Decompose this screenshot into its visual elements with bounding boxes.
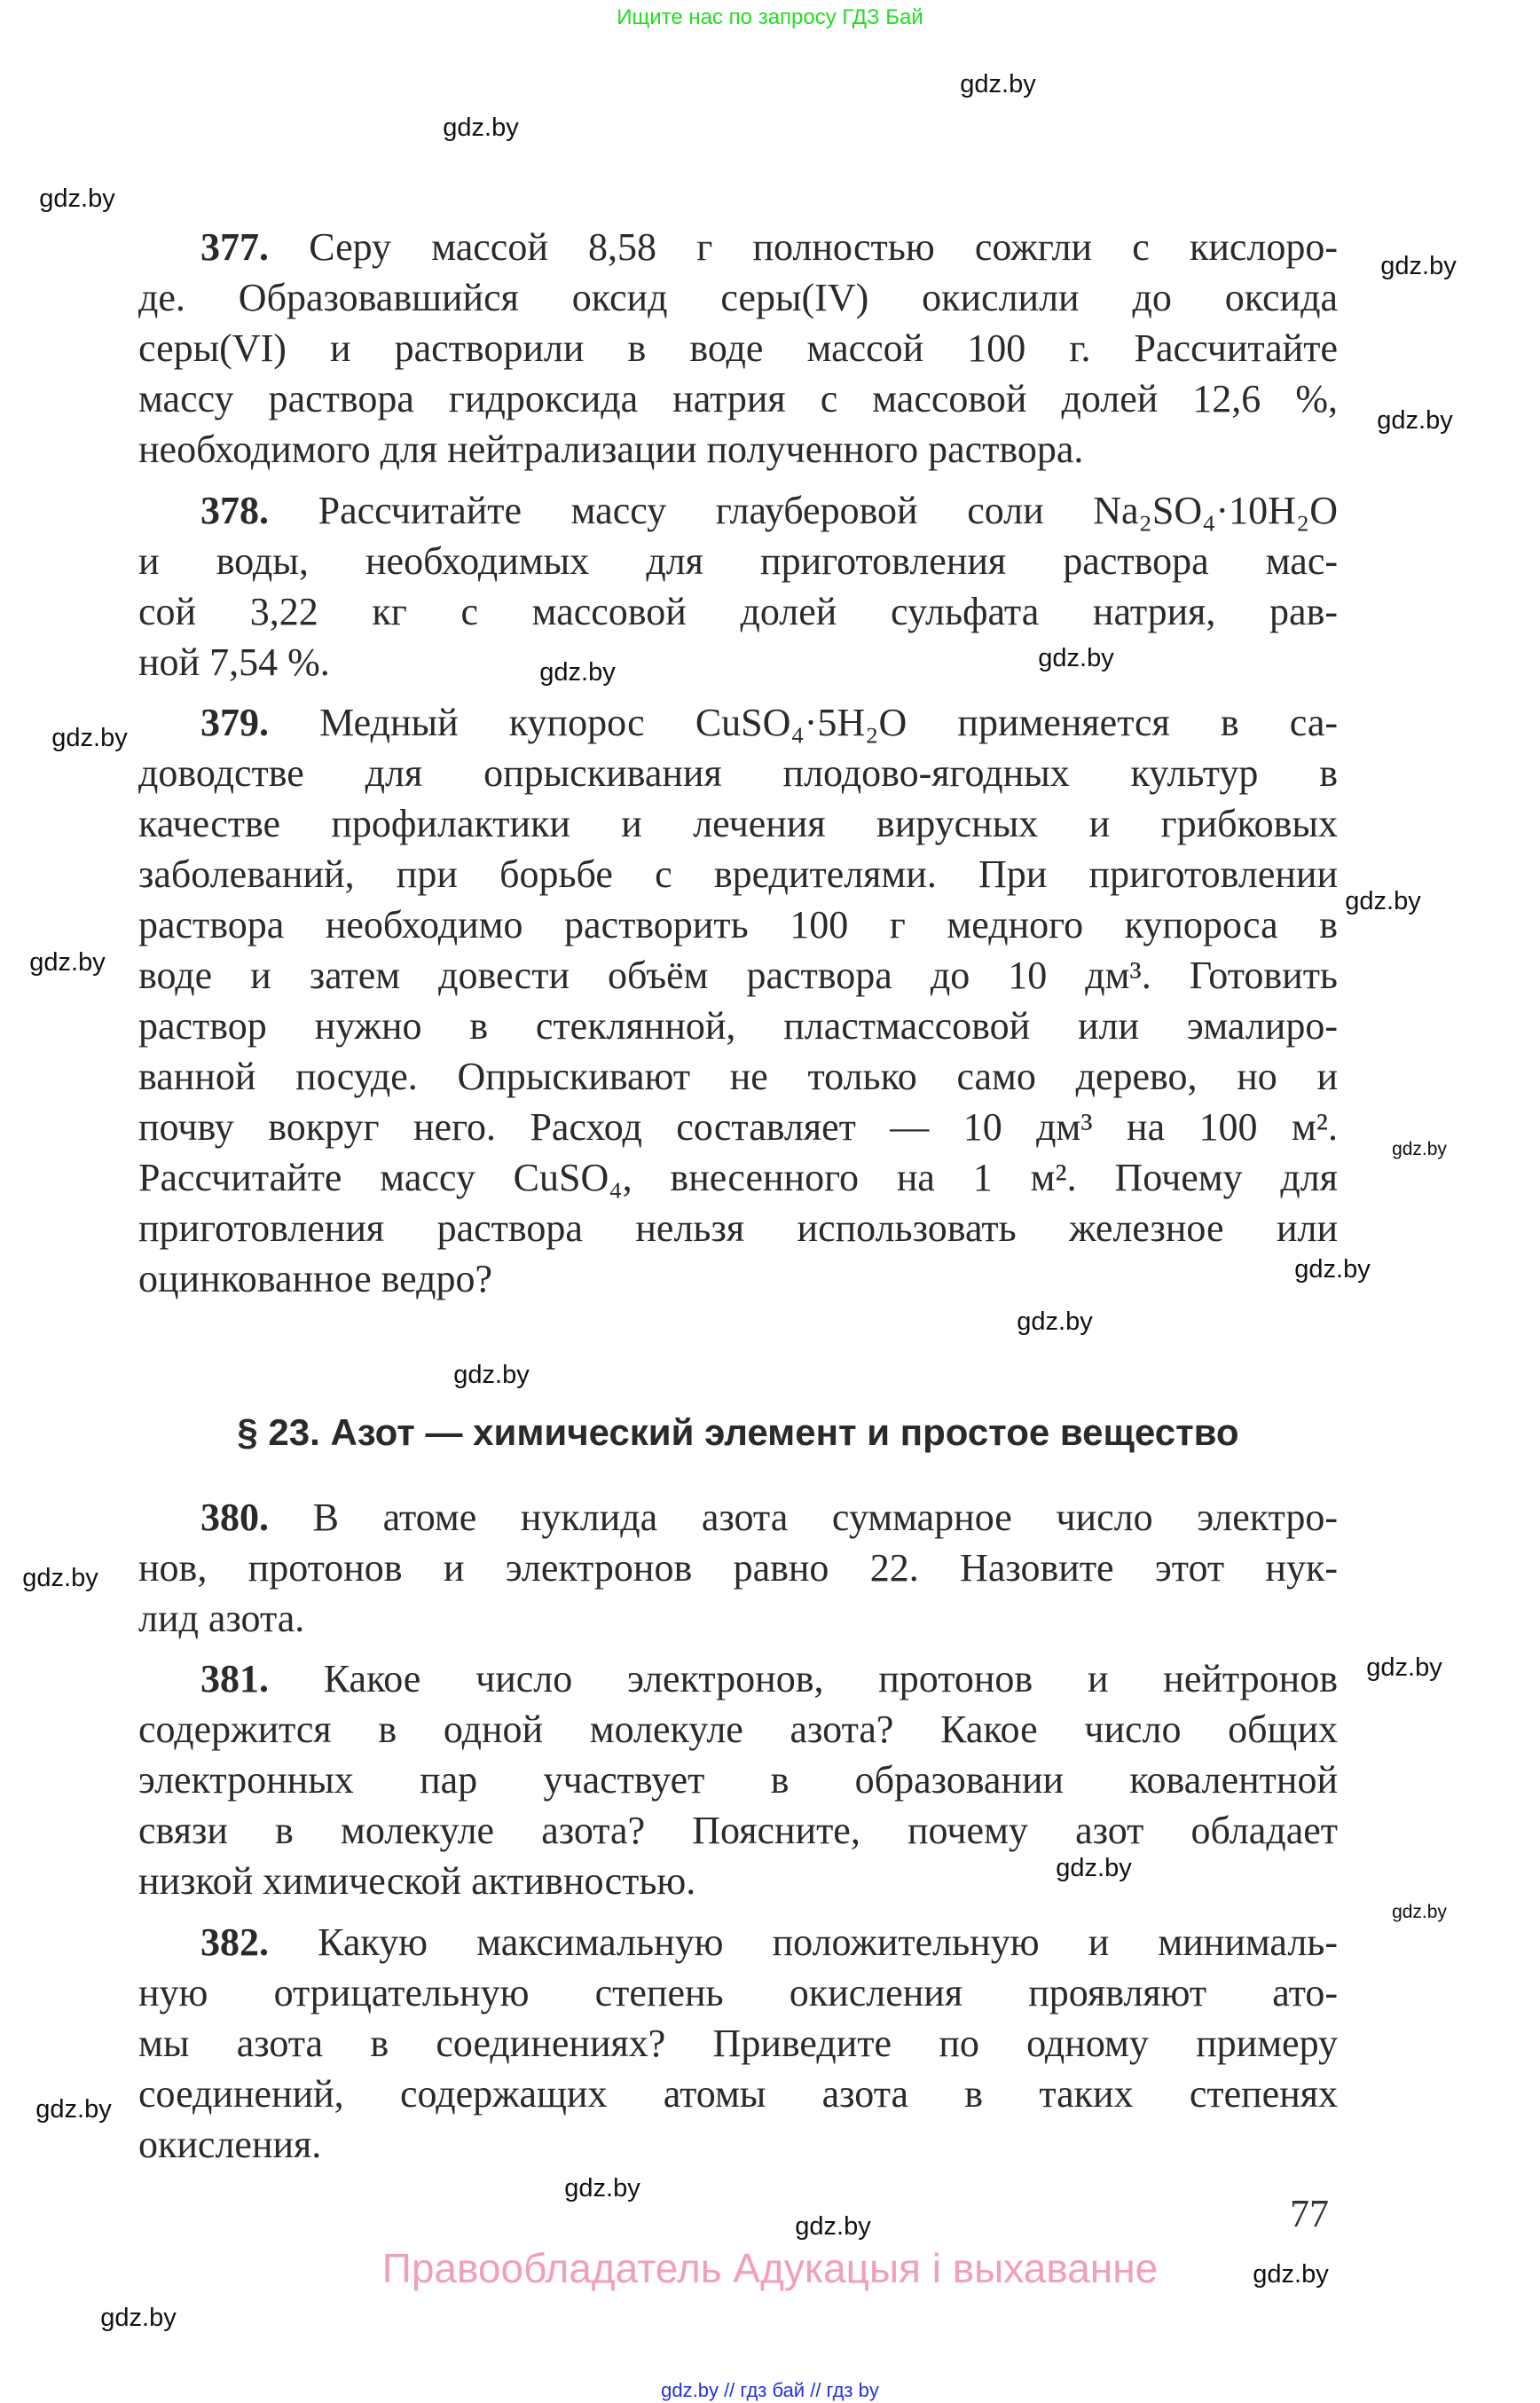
problem-number: 378. <box>200 489 269 532</box>
watermark: gdz.by <box>539 658 616 687</box>
watermark: gdz.by <box>22 1564 98 1592</box>
section-heading: § 23. Азот — химический элемент и простое вещество <box>237 1411 1239 1453</box>
text-line: де. Образовавшийся оксид серы(IV) окислили до оксида <box>138 276 1338 319</box>
text-line: окисления. <box>138 2123 322 2166</box>
watermark: gdz.by <box>453 1361 530 1389</box>
watermark: gdz.by <box>39 185 115 213</box>
text-line <box>138 1653 1338 1704</box>
text-line <box>138 697 1338 748</box>
watermark: gdz.by <box>564 2174 640 2203</box>
watermark: gdz.by <box>1392 1139 1447 1159</box>
text-line: массу раствора гидроксида натрия с массовой долей 12,6 %, <box>138 377 1338 420</box>
text-line: сой 3,22 кг с массовой долей сульфата натрия, рав- <box>138 590 1338 633</box>
watermark: gdz.by <box>100 2304 177 2332</box>
watermark: gdz.by <box>960 70 1036 98</box>
text-line: ную отрицательную степень окисления проявляют ато- <box>138 1971 1338 2014</box>
text-line: лид азота. <box>138 1597 305 1640</box>
problem-number: 380. <box>200 1496 269 1539</box>
text-line: связи в молекуле азота? Поясните, почему азот обладает <box>138 1809 1338 1852</box>
text-line: заболеваний, при борьбе с вредителями. При приготовлении <box>138 852 1338 896</box>
search-banner: Ищите нас по запросу ГДЗ Бай <box>617 5 923 29</box>
watermark: gdz.by <box>1345 887 1421 915</box>
copyright-notice: Правообладатель Адукацыя і выхаванне <box>381 2245 1159 2291</box>
line-text: Рассчитайте массу глауберовой соли Na₂SO₄·10H₂O <box>318 489 1339 532</box>
watermark: gdz.by <box>1380 252 1457 280</box>
watermark: gdz.by <box>29 948 106 977</box>
text-line <box>138 1917 1338 1967</box>
watermark: gdz.by <box>1017 1308 1093 1336</box>
watermark: gdz.by <box>1253 2260 1329 2289</box>
text-line: оцинкованное ведро? <box>138 1257 493 1300</box>
text-line: ной 7,54 %. <box>138 640 330 684</box>
text-line <box>138 222 1338 272</box>
problem-number: 382. <box>200 1920 269 1964</box>
footer-links[interactable]: gdz.by // гдз бай // гдз by <box>661 2379 879 2401</box>
line-text: Медный купорос CuSO₄·5H₂O применяется в са- <box>319 701 1338 744</box>
text-line: соединений, содержащих атомы азота в таких степенях <box>138 2072 1338 2116</box>
text-line: доводстве для опрыскивания плодово-ягодных культур в <box>138 751 1338 795</box>
watermark: gdz.by <box>1392 1902 1447 1922</box>
problem-381 <box>138 1653 1338 1906</box>
text-line: и воды, необходимых для приготовления раствора мас- <box>138 539 1338 583</box>
text-line: необходимого для нейтрализации полученного раствора. <box>138 428 1084 471</box>
text-line: качестве профилактики и лечения вирусных и грибковых <box>138 802 1338 845</box>
text-line: почву вокруг него. Расход составляет — 10 дм³ на 100 м². <box>138 1105 1338 1149</box>
text-line: низкой химической активностью. <box>138 1859 696 1903</box>
problem-number: 379. <box>200 701 269 744</box>
watermark: gdz.by <box>1366 1653 1442 1682</box>
text-line: Рассчитайте массу CuSO₄, внесенного на 1 м². Почему для <box>138 1156 1338 1199</box>
problem-number: 377. <box>200 225 269 269</box>
text-line: серы(VI) и растворили в воде массой 100 г. Рассчитайте <box>138 326 1338 370</box>
watermark: gdz.by <box>35 2095 112 2124</box>
text-line: раствор нужно в стеклянной, пластмассовой или эмалиро- <box>138 1004 1338 1048</box>
line-text: Какое число электронов, протонов и нейтронов <box>323 1657 1338 1700</box>
problem-380 <box>138 1492 1338 1644</box>
watermark: gdz.by <box>1038 644 1114 672</box>
line-text: В атоме нуклида азота суммарное число электро- <box>312 1496 1339 1539</box>
text-line: мы азота в соединениях? Приведите по одному примеру <box>138 2022 1338 2065</box>
problem-379 <box>138 697 1338 1304</box>
page-number: 77 <box>1290 2192 1329 2235</box>
watermark: gdz.by <box>1377 406 1453 435</box>
text-line: нов, протонов и электронов равно 22. Назовите этот нук- <box>138 1546 1338 1590</box>
watermark: gdz.by <box>1294 1255 1371 1284</box>
problem-377 <box>138 222 1338 475</box>
text-line <box>138 485 1338 536</box>
text-line <box>138 1492 1338 1543</box>
line-text: Какую максимальную положительную и минималь- <box>318 1920 1338 1964</box>
watermark: gdz.by <box>51 724 128 752</box>
problem-number: 381. <box>200 1657 269 1700</box>
text-line: электронных пар участвует в образовании ковалентной <box>138 1758 1338 1802</box>
text-line: содержится в одной молекуле азота? Какое число общих <box>138 1708 1338 1751</box>
text-line: ванной посуде. Опрыскивают не только само дерево, но и <box>138 1055 1338 1098</box>
text-line: приготовления раствора нельзя использовать железное или <box>138 1206 1338 1250</box>
watermark: gdz.by <box>443 114 519 142</box>
problem-382 <box>138 1917 1338 2170</box>
text-line: воде и затем довести объём раствора до 10 дм³. Готовить <box>138 954 1338 997</box>
watermark: gdz.by <box>795 2212 871 2241</box>
watermark: gdz.by <box>1056 1854 1132 1882</box>
problem-378 <box>138 485 1338 687</box>
line-text: Серу массой 8,58 г полностью сожгли с кислоро- <box>309 225 1339 269</box>
text-line: раствора необходимо растворить 100 г медного купороса в <box>138 903 1338 946</box>
